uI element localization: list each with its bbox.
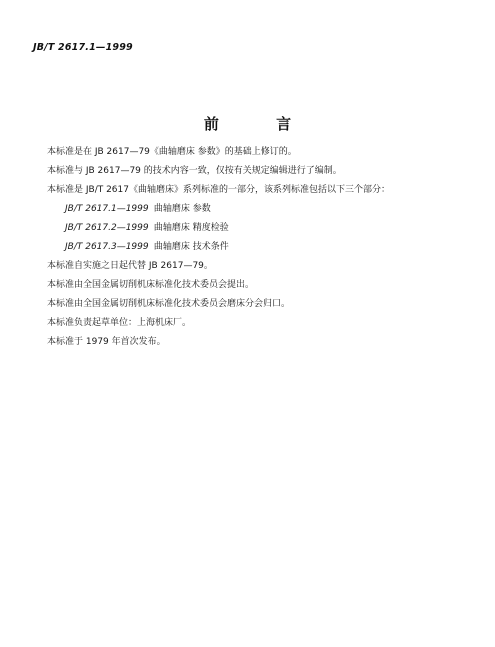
paragraph-revision-basis: 本标准是在 JB 2617—79《曲轴磨床 参数》的基础上修订的。: [47, 147, 297, 157]
paragraph-series-intro: 本标准是 JB/T 2617《曲轴磨床》系列标准的一部分，该系列标准包括以下三个部分：: [47, 185, 390, 195]
part-code: JB/T 2617.3—1999: [65, 242, 149, 252]
list-item: [47, 200, 467, 219]
foreword-body: [47, 143, 467, 352]
list-item: [47, 219, 467, 238]
paragraph-centralized-by: 本标准由全国金属切削机床标准化技术委员会磨床分会归口。: [47, 299, 291, 309]
series-parts-list: [47, 200, 467, 257]
paragraph-first-issued: 本标准于 1979 年首次发布。: [47, 337, 166, 347]
part-name: 曲轴磨床 精度检验: [153, 223, 229, 233]
list-item: [47, 238, 467, 257]
part-name: 曲轴磨床 参数: [153, 204, 211, 214]
paragraph-drafted-by: 本标准负责起草单位：上海机床厂。: [47, 318, 192, 328]
part-code: JB/T 2617.1—1999: [65, 204, 149, 214]
paragraph-replaces: 本标准自实施之日起代替 JB 2617—79。: [47, 261, 213, 271]
paragraph-technical-content: 本标准与 JB 2617—79 的技术内容一致，仅按有关规定编辑进行了编制。: [47, 166, 342, 176]
page-title: 前 言: [203, 115, 318, 133]
part-code: JB/T 2617.2—1999: [65, 223, 149, 233]
part-name: 曲轴磨床 技术条件: [153, 242, 229, 252]
standard-code-header: JB/T 2617.1—1999: [33, 42, 133, 53]
paragraph-proposed-by: 本标准由全国金属切削机床标准化技术委员会提出。: [47, 280, 255, 290]
